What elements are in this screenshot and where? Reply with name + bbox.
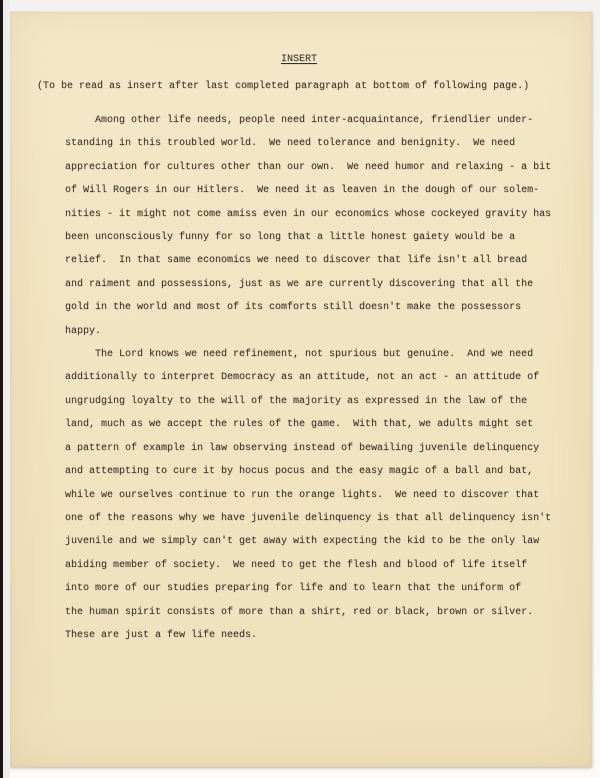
paragraph-1 bbox=[37, 109, 561, 343]
document-subtitle: (To be read as insert after last completed paragraph at bottom of following page.) bbox=[37, 81, 530, 92]
typed-line: additionally to interpret Democracy as an attitude, not an act - an attitude of bbox=[65, 372, 540, 384]
typed-line: been unconsciously funny for so long that a little honest gaiety would be a bbox=[65, 232, 516, 244]
document-title: INSERT bbox=[280, 54, 317, 65]
typed-line: and attempting to cure it by hocus pocus and the easy magic of a ball and bat, bbox=[65, 466, 534, 478]
typed-line: Among other life needs, people need inter-acquaintance, friendlier under- bbox=[65, 115, 534, 126]
typed-line: of Will Rogers in our Hitlers. We need it as leaven in the dough of our solem- bbox=[65, 185, 540, 197]
typed-line: ungrudging loyalty to the will of the majority as expressed in the law of the bbox=[65, 395, 528, 407]
typed-line: while we ourselves continue to run the orange lights. We need to discover that bbox=[65, 489, 540, 501]
typed-line: abiding member of society. We need to get the flesh and blood of life itself bbox=[65, 559, 528, 571]
typed-line: the human spirit consists of more than a shirt, red or black, brown or silver. bbox=[65, 606, 534, 618]
typed-line: and raiment and possessions, just as we are currently discovering that all the bbox=[65, 278, 534, 290]
typed-line: standing in this troubled world. We need tolerance and benignity. We need bbox=[65, 138, 516, 150]
typed-line: nities - it might not come amiss even in our economics whose cockeyed gravity has bbox=[65, 208, 552, 220]
typed-line: These are just a few life needs. bbox=[65, 629, 258, 641]
typed-line: into more of our studies preparing for life and to learn that the uniform of bbox=[65, 583, 522, 595]
typed-line: one of the reasons why we have juvenile delinquency is that all delinquency isn't bbox=[65, 512, 552, 524]
typed-line: appreciation for cultures other than our own. We need humor and relaxing - a bit bbox=[65, 161, 552, 173]
typed-line: gold in the world and most of its comforts still doesn't make the possessors bbox=[65, 302, 522, 314]
paragraph-2 bbox=[37, 343, 561, 647]
typed-content bbox=[37, 53, 561, 647]
typed-line: land, much as we accept the rules of the game. With that, we adults might set bbox=[65, 419, 534, 431]
scan-left-margin bbox=[3, 0, 10, 778]
typed-line: happy. bbox=[65, 325, 102, 337]
scan-left-edge bbox=[0, 0, 3, 778]
typed-line: juvenile and we simply can't get away with expecting the kid to be the only law bbox=[65, 536, 540, 548]
typed-line: The Lord knows we need refinement, not spurious but genuine. And we need bbox=[65, 349, 534, 361]
paper-sheet bbox=[10, 12, 592, 767]
typed-line: relief. In that same economics we need to discover that life isn't all bread bbox=[65, 255, 528, 267]
typed-line: a pattern of example in law observing instead of bewailing juvenile delinquency bbox=[65, 442, 540, 454]
